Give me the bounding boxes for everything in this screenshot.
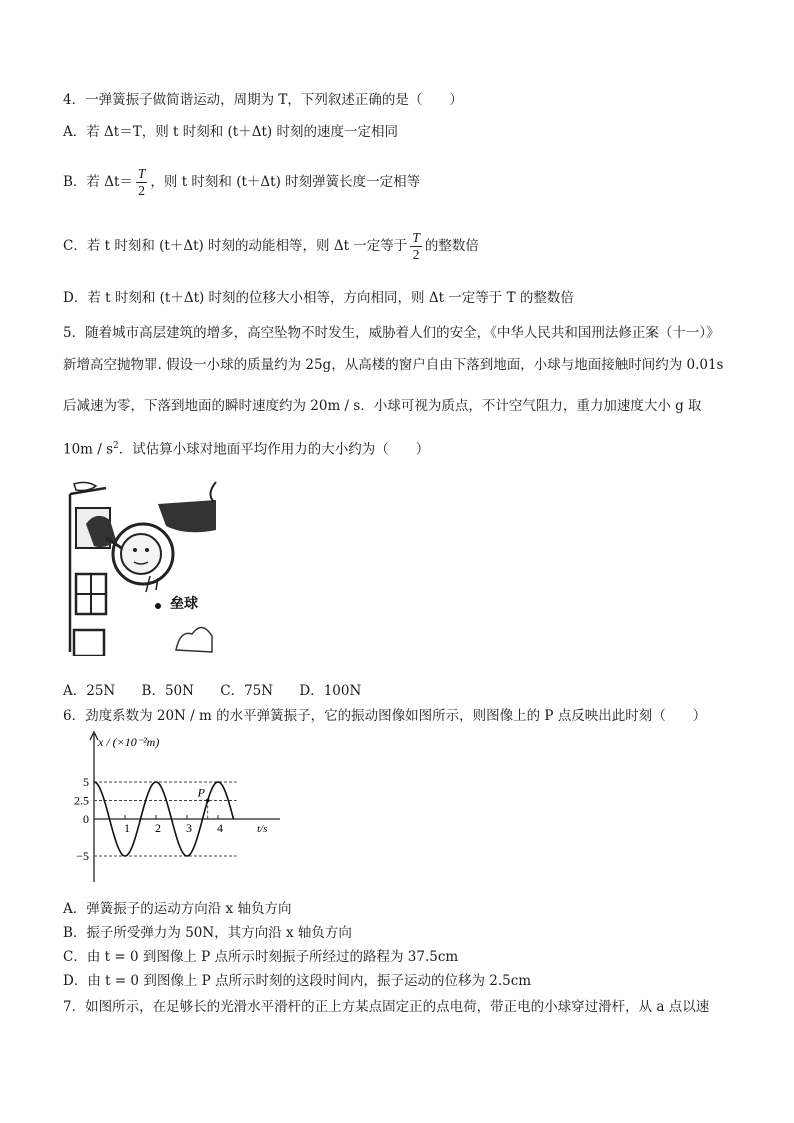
q4-option-c-fraction: $\frac{T}{2}$ — [412, 230, 420, 262]
q6-option-c: C．由 t = 0 到图像上 P 点所示时刻振子所经过的路程为 37.5cm — [63, 949, 459, 965]
q6-option-a: A．弹簧振子的运动方向沿 x 轴负方向 — [63, 901, 292, 917]
q5-line-3: 后减速为零，下落到地面的瞬时速度约为 20m / s．小球可视为质点，不计空气阻力，重力加速度大小 g 取 — [63, 398, 702, 414]
q5-line-2: 新增高空抛物罪. 假设一小球的质量约为 25g，从高楼的窗户自由下落到地面，小球与地面接触时间约为 0.01s — [63, 357, 724, 373]
q6-option-d: D．由 t = 0 到图像上 P 点所示时刻的这段时间内，振子运动的位移为 2.5cm — [63, 973, 532, 989]
q5-option-d: D．100N — [299, 683, 362, 699]
x-tick-3: 3 — [186, 821, 192, 835]
vibration-graph — [60, 728, 285, 888]
q5-options — [63, 683, 383, 699]
q4-option-b-fraction: $\frac{T}{2}$ — [137, 166, 146, 198]
q4-option-b-pre: B．若 Δt＝ — [63, 174, 133, 190]
q6-stem: 6．劲度系数为 20N / m 的水平弹簧振子，它的振动图像如图所示，则图像上的 P 点反映出此时刻（ ） — [63, 708, 707, 724]
p-point — [206, 799, 210, 803]
y-tick-2-5: 2.5 — [74, 793, 89, 808]
q5-line-1: 5．随着城市高层建筑的增多，高空坠物不时发生，威胁着人们的安全，《中华人民共和国刑法修正案（十一）》 — [63, 325, 720, 341]
p-point-label: P — [197, 785, 206, 800]
x-tick-4: 4 — [217, 821, 223, 835]
x-axis-label: t/s — [257, 823, 268, 835]
q6-option-b: B．振子所受弹力为 50N，其方向沿 x 轴负方向 — [63, 925, 352, 941]
q4-option-a: A．若 Δt＝T，则 t 时刻和 (t＋Δt) 时刻的速度一定相同 — [63, 124, 398, 140]
q4-option-c — [63, 230, 479, 263]
x-tick-1: 1 — [124, 821, 130, 835]
q5-unit: 10m / s — [63, 441, 114, 458]
q5-option-a: A．25N — [63, 683, 116, 699]
x-tick-2: 2 — [155, 821, 161, 835]
y-tick-neg5: −5 — [76, 849, 89, 863]
q5-unit-exponent: 2 — [113, 441, 119, 451]
q5-option-b: B．50N — [141, 683, 194, 699]
y-axis-label: x / (×10⁻²m) — [98, 735, 160, 749]
falling-ball-cartoon — [66, 480, 224, 656]
ball-label: 垒球 — [170, 596, 198, 612]
y-tick-0: 0 — [83, 812, 89, 826]
q4-stem: 4．一弹簧振子做简谐运动，周期为 T，下列叙述正确的是（ ） — [63, 92, 463, 108]
y-tick-5: 5 — [83, 775, 89, 789]
q4-option-b-post: ，则 t 时刻和 (t＋Δt) 时刻弹簧长度一定相等 — [150, 174, 421, 190]
q4-option-d: D．若 t 时刻和 (t＋Δt) 时刻的位移大小相等，方向相同，则 Δt 一定等于 T 的整数倍 — [63, 290, 574, 306]
q4-option-c-pre: C．若 t 时刻和 (t＋Δt) 时刻的动能相等，则 Δt 一定等于 — [63, 238, 408, 254]
q5-line-4 — [63, 441, 429, 458]
q5-option-c: C．75N — [220, 683, 274, 699]
q4-option-b — [63, 166, 420, 199]
q7-stem: 7．如图所示，在足够长的光滑水平滑杆的正上方某点固定正的点电荷，带正电的小球穿过滑杆，从 a 点以速 — [63, 999, 710, 1015]
q4-option-c-post: 的整数倍 — [424, 238, 479, 254]
q5-question: ．试估算小球对地面平均作用力的大小约为（ ） — [118, 441, 430, 458]
